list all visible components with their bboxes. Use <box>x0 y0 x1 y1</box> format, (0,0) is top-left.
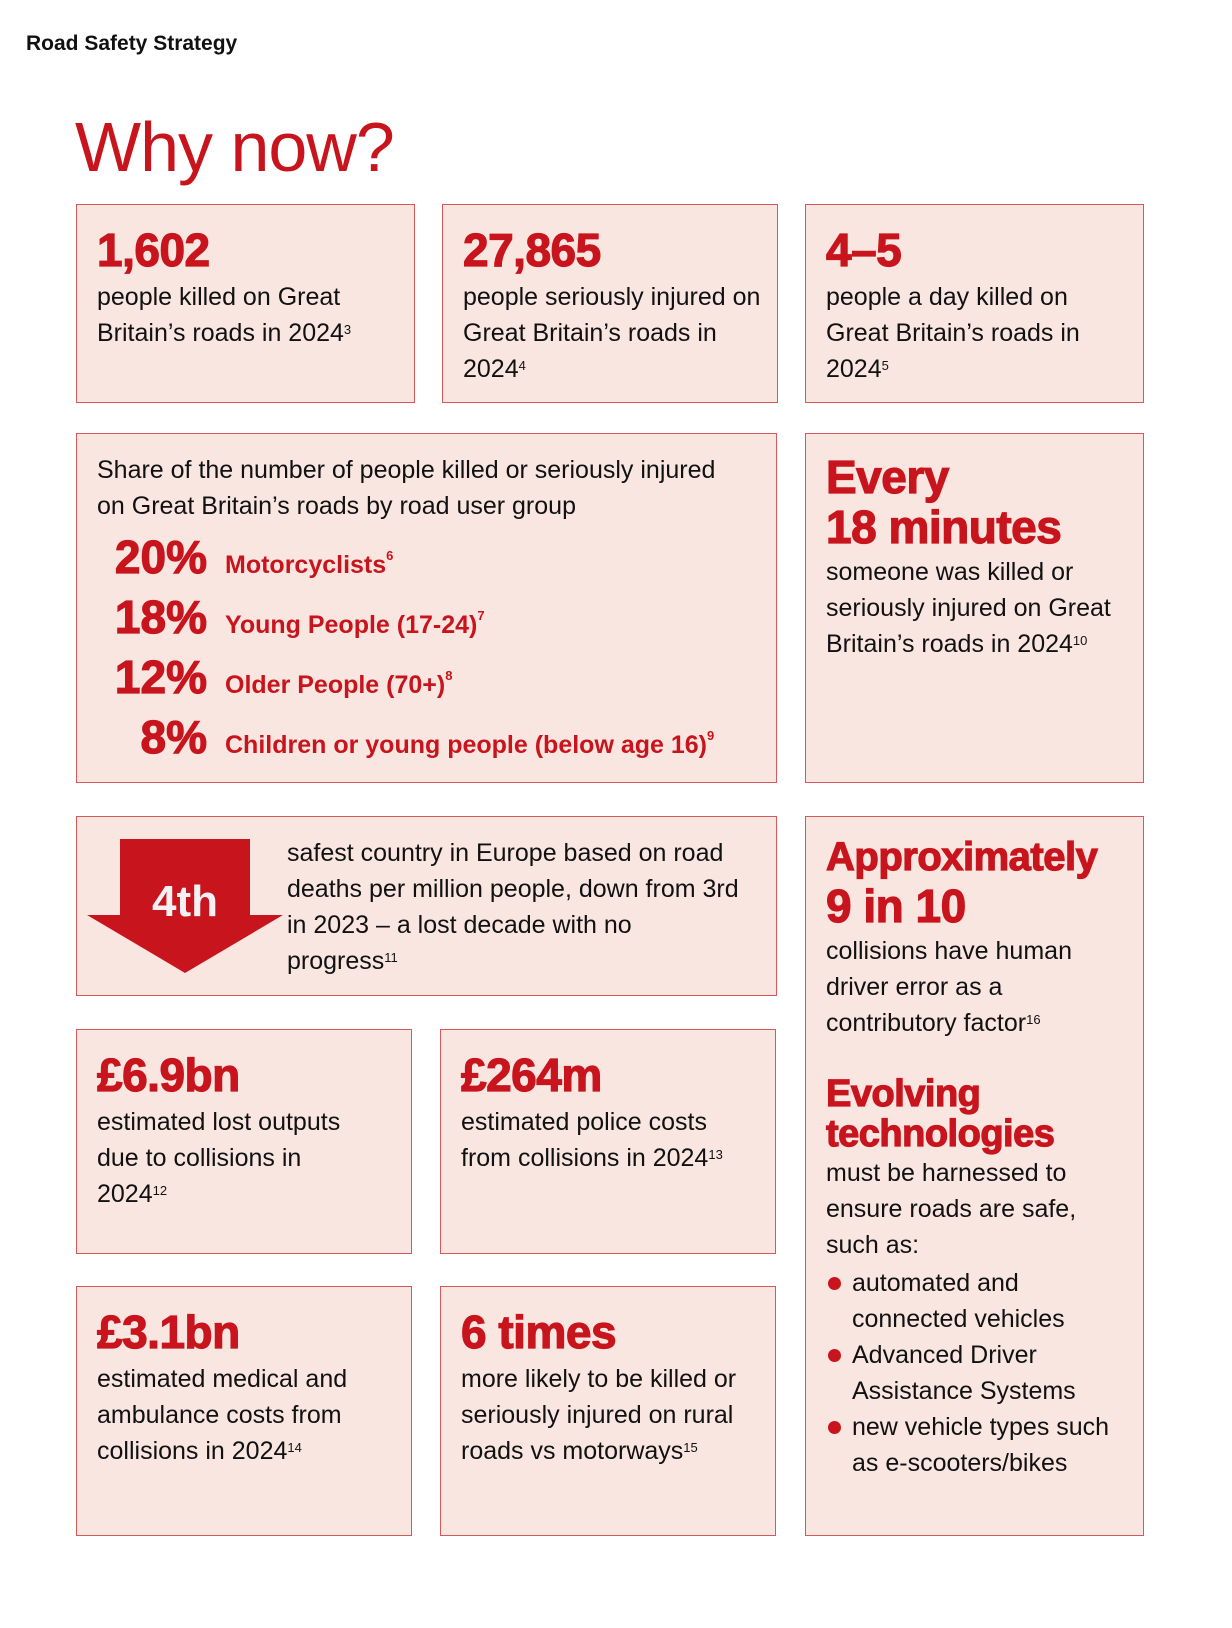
page-title: Why now? <box>75 108 394 186</box>
share-label: Older People (70+) <box>225 671 446 699</box>
stat-text: estimated medical and ambulance costs from collisions in 2024 <box>97 1365 348 1465</box>
share-list <box>93 530 756 770</box>
stat-value-line2: 9 in 10 <box>826 880 966 932</box>
tech-list-item: new vehicle types such as e-scooters/bikes <box>826 1409 1126 1481</box>
bullet-icon <box>828 1277 841 1290</box>
stat-card-killed <box>76 204 415 403</box>
share-label: Young People (17-24) <box>225 611 478 639</box>
share-row <box>93 590 756 650</box>
stat-text: collisions have human driver error as a contributory factor <box>826 937 1072 1037</box>
stat-text: safest country in Europe based on road deaths per million people, down from 3rd in 2023 – a lost decade with no progress <box>287 839 739 975</box>
stat-card-lost-output <box>76 1029 412 1254</box>
tech-heading-line1: Evolving <box>826 1073 981 1115</box>
tech-list <box>826 1265 1126 1481</box>
tech-heading-line2: technologies <box>826 1113 1055 1155</box>
tech-list-item: Advanced Driver Assistance Systems <box>826 1337 1126 1409</box>
rank-value: 4th <box>152 877 218 926</box>
footnote-ref: 9 <box>707 728 715 743</box>
footnote-ref: 8 <box>445 668 453 683</box>
footnote-ref: 3 <box>343 322 352 337</box>
stat-text: estimated lost outputs due to collisions in 2024 <box>97 1108 341 1208</box>
footnote-ref: 7 <box>477 608 485 623</box>
footnote-ref: 16 <box>1026 1012 1041 1027</box>
stat-text: people a day killed on Great Britain’s roads in 2024 <box>826 283 1080 383</box>
share-label: Children or young people (below age 16) <box>225 731 707 759</box>
stat-text: estimated police costs from collisions in 2024 <box>461 1108 709 1172</box>
footnote-ref: 11 <box>384 950 398 965</box>
share-row <box>93 710 756 770</box>
stat-card-rank <box>76 816 777 996</box>
footnote-ref: 12 <box>152 1183 168 1198</box>
share-row <box>93 530 756 590</box>
share-pct: 12% <box>114 651 207 703</box>
stat-value: 6 times <box>461 1306 617 1358</box>
stat-card-per-day <box>805 204 1144 403</box>
share-label: Motorcyclists <box>225 551 387 579</box>
footnote-ref: 15 <box>683 1440 698 1455</box>
stat-card-medical <box>76 1286 412 1536</box>
stat-value: 27,865 <box>463 224 601 276</box>
stat-value-line1: Every <box>826 451 949 503</box>
bullet-icon <box>828 1349 841 1362</box>
footnote-ref: 5 <box>881 358 889 373</box>
share-pct: 20% <box>114 531 207 583</box>
down-arrow-icon <box>87 839 283 973</box>
footnote-ref: 10 <box>1072 633 1088 648</box>
share-intro: Share of the number of people killed or seriously injured on Great Britain’s roads by road user group <box>97 456 716 520</box>
stat-value: 4–5 <box>826 224 902 276</box>
stat-card-human-error <box>805 816 1144 1536</box>
share-pct: 18% <box>114 591 207 643</box>
stat-card-injured <box>442 204 778 403</box>
share-row <box>93 650 756 710</box>
stat-text: people seriously injured on Great Britain’s roads in 2024 <box>463 283 761 383</box>
stat-value: £264m <box>461 1049 602 1101</box>
stat-text: people killed on Great Britain’s roads in 2024 <box>97 283 344 347</box>
bullet-icon <box>828 1421 841 1434</box>
stat-card-police <box>440 1029 776 1254</box>
stat-card-every-18-minutes <box>805 433 1144 783</box>
stat-card-rural <box>440 1286 776 1536</box>
stat-value-line2: 18 minutes <box>826 501 1062 553</box>
share-card <box>76 433 777 783</box>
stat-value-line1: Approximately <box>826 835 1098 879</box>
stat-value: 1,602 <box>97 224 210 276</box>
stat-value: £6.9bn <box>97 1049 240 1101</box>
footnote-ref: 6 <box>386 548 394 563</box>
stat-value: £3.1bn <box>97 1306 240 1358</box>
document-header: Road Safety Strategy <box>26 32 238 55</box>
stat-text: someone was killed or seriously injured on Great Britain’s roads in 2024 <box>826 558 1111 658</box>
footnote-ref: 14 <box>287 1440 302 1455</box>
tech-list-item: automated and connected vehicles <box>826 1265 1126 1337</box>
share-pct: 8% <box>140 711 207 763</box>
footnote-ref: 4 <box>518 358 526 373</box>
footnote-ref: 13 <box>708 1147 723 1162</box>
stat-text: more likely to be killed or seriously injured on rural roads vs motorways <box>461 1365 737 1465</box>
tech-text: must be harnessed to ensure roads are safe, such as: <box>826 1159 1077 1259</box>
